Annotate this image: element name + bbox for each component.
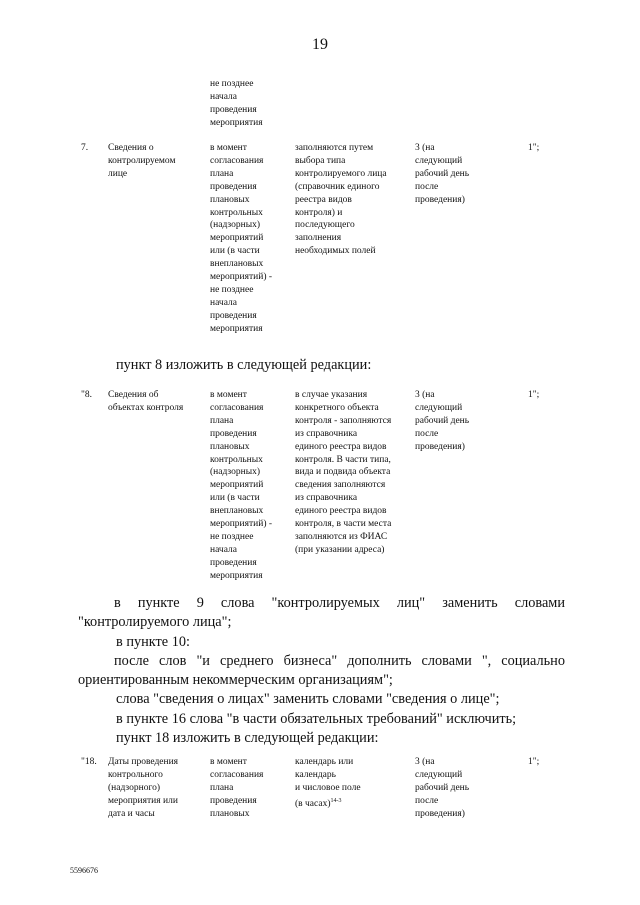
row18-name-cell-line: (надзорного) [108,782,161,793]
row8-moment-cell-line: контрольных [210,454,263,465]
row7-term-cell-line: 3 (на [415,143,435,153]
row8-fill-cell-line: заполняются из ФИАС [295,531,388,542]
row8-moment-cell [210,389,272,583]
row8-term-cell-line: после [415,428,439,439]
row7-moment-cell-line: плана [210,168,234,179]
row7-fill-cell-line: заполняются путем [295,143,374,153]
row8-number: "8. [81,390,93,400]
row7-fill-cell-line: контролируемого лица [295,168,387,179]
row7-moment-cell-line: мероприятия [210,323,263,334]
row8-moment-cell-line: плана [210,415,234,426]
row7-moment-cell-line: внеплановых [210,259,264,270]
row7-fill-cell-line: реестра видов [295,194,352,205]
row18-fill-line: (в часах)$^{14-3}$ [295,797,342,809]
row18-fill-line: календарь или [295,757,354,767]
page-number: 19 [312,36,328,53]
continued-moment-cell-line: проведения [210,104,257,115]
row7-moment-cell-line: проведения [210,310,257,321]
row18-term-cell-line: рабочий день [415,782,470,793]
row7-name-cell-line: Сведения о [108,143,154,153]
row18-name-cell-line: Даты проведения [108,757,179,767]
row18-moment-cell-line: проведения [210,795,257,806]
row7-moment-cell-line: мероприятий [210,233,264,244]
row7-moment-cell-line: или (в части [210,246,260,257]
row8-fill-cell-line: в случае указания [295,390,368,400]
row7-fill-cell-line: контроля) и [295,207,343,218]
row18-moment-cell-line: согласования [210,769,264,780]
paragraph-after-words [78,652,565,690]
row7-term-cell-line: следующий [415,155,463,166]
paragraph-point-18: пункт 18 изложить в следующей редакции: [116,730,379,746]
continued-moment-cell [210,78,263,130]
row8-fill-cell-line: вида и подвида объекта [295,467,391,478]
row8-fill-cell-line: из справочника [295,493,358,504]
row7-fill-cell-line: заполнения [295,233,342,244]
row8-moment-cell-line: или (в части [210,493,260,504]
row7-term-cell-line: после [415,181,439,192]
paragraph-point-8: пункт 8 изложить в следующей редакции: [116,357,372,373]
paragraph-point-10: в пункте 10: [116,634,190,650]
row8-end-mark: 1"; [528,390,540,400]
footnote-ref: 14-3 [330,797,342,804]
row7-moment-cell-line: в момент [210,143,247,153]
row8-moment-cell-line: проведения [210,428,257,439]
row8-name-cell-line: Сведения об [108,390,159,400]
row8-moment-cell-line: проведения [210,557,257,568]
row7-term-cell-line: рабочий день [415,168,470,179]
row8-fill-cell-line: конкретного объекта [295,402,379,413]
row8-moment-cell-line: мероприятий [210,480,264,491]
row7-end-mark: 1"; [528,143,540,153]
paragraph-point-16: в пункте 16 слова "в части обязательных требований" исключить; [116,711,517,727]
paragraph-point-9-line: "контролируемого лица"; [78,614,232,630]
row8-fill-cell-line: единого реестра видов [295,441,387,452]
paragraph-point-9 [78,594,565,632]
row7-moment-cell-line: начала [210,297,237,308]
row8-moment-cell-line: согласования [210,402,264,413]
row7-moment-cell-line: не позднее [210,284,254,295]
row18-name-cell-line: контрольного [108,769,163,780]
row18-number: "18. [81,757,97,767]
row8-term-cell-line: рабочий день [415,415,470,426]
row8-fill-cell-line: контроля - заполняются [295,415,392,426]
row7-name-cell-line: контролируемом [108,155,176,166]
row7-fill-cell-line: последующего [295,220,355,231]
row7-moment-cell-line: проведения [210,181,257,192]
row18-term-cell-line: проведения) [415,808,465,819]
row8-moment-cell-line: не позднее [210,531,254,542]
row8-term-cell-line: следующий [415,402,463,413]
paragraph-words-replace: слова "сведения о лицах" заменить словами "сведения о лице"; [116,691,500,707]
row8-moment-cell-line: в момент [210,390,247,400]
row7-fill-cell-line: выбора типа [295,155,346,166]
row18-term-cell-line: после [415,795,439,806]
row7-term-cell [415,142,469,207]
row7-moment-cell [210,142,272,336]
row7-moment-cell-line: мероприятий) - [210,272,273,283]
continued-moment-cell-line: начала [210,91,237,102]
row8-moment-cell-line: (надзорных) [210,467,260,478]
row8-fill-cell-line: контроля. В части типа, [295,454,391,465]
row18-term-cell [415,756,469,821]
row18-fill-cell [295,756,361,811]
row8-term-cell-line: 3 (на [415,390,435,400]
continued-moment-cell-line: не позднее [210,79,254,89]
row8-moment-cell-line: мероприятия [210,570,263,581]
row8-moment-cell-line: плановых [210,441,250,452]
row8-fill-cell-line: контроля, в части места [295,519,392,530]
row8-moment-cell-line: внеплановых [210,506,264,517]
row7-term-cell-line: проведения) [415,194,465,205]
row18-moment-cell-line: плановых [210,808,250,819]
row8-fill-cell-line: единого реестра видов [295,506,387,517]
row18-moment-cell-line: плана [210,782,234,793]
row7-moment-cell-line: плановых [210,194,250,205]
paragraph-after-words-line: ориентированным некоммерческим организациям"; [78,672,393,688]
row8-moment-cell-line: мероприятий) - [210,519,273,530]
continued-moment-cell-line: мероприятия [210,117,263,128]
row18-name-cell [108,756,178,821]
row8-fill-cell-line: сведения заполняются [295,480,386,491]
row7-fill-cell-line: (справочник единого [295,181,380,192]
row7-fill-cell [295,142,387,258]
row8-term-cell [415,389,469,454]
row18-term-cell-line: следующий [415,769,463,780]
row8-name-cell [108,389,183,415]
paragraph-point-9-line: в пункте 9 слова "контролируемых лиц" заменить словами [114,595,565,611]
row7-name-cell [108,142,176,181]
row7-name-cell-line: лице [108,168,128,179]
row18-name-cell-line: дата и часы [108,808,155,819]
row8-fill-cell [295,389,391,557]
row18-moment-cell-line: в момент [210,757,247,767]
row8-fill-cell-line: (при указании адреса) [295,544,385,555]
document-code: 5596676 [70,866,98,875]
paragraph-after-words-line: после слов "и среднего бизнеса" дополнить словами ", социально [114,653,565,669]
row7-moment-cell-line: (надзорных) [210,220,260,231]
row7-number: 7. [81,143,89,153]
row8-term-cell-line: проведения) [415,441,465,452]
row18-fill-line: календарь [295,769,336,780]
row18-end-mark: 1"; [528,757,540,767]
row7-fill-cell-line: необходимых полей [295,246,376,257]
row8-name-cell-line: объектах контроля [108,402,184,413]
row8-fill-cell-line: из справочника [295,428,358,439]
row18-moment-cell [210,756,263,821]
row8-moment-cell-line: начала [210,544,237,555]
row7-moment-cell-line: контрольных [210,207,263,218]
row18-term-cell-line: 3 (на [415,757,435,767]
row18-name-cell-line: мероприятия или [108,795,178,806]
row18-fill-line: и числовое поле [295,782,361,793]
row7-moment-cell-line: согласования [210,155,264,166]
